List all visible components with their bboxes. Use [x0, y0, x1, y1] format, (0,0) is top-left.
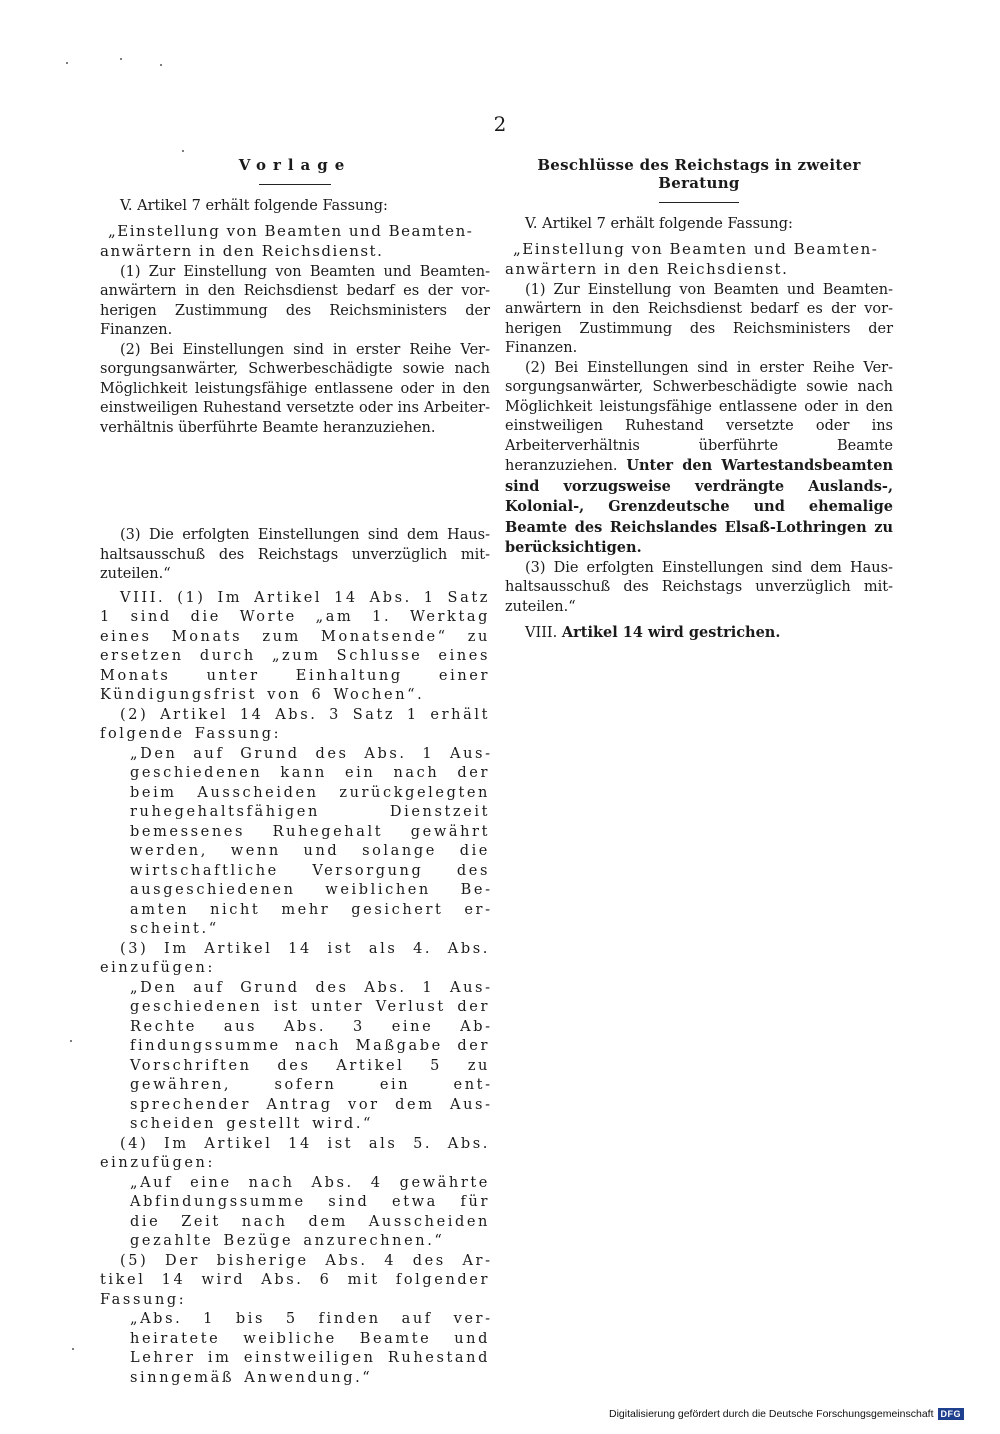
left-column	[100, 156, 490, 1388]
left-paragraph-3: (3) Die erfolgten Einstellungen sind dem Haushaltsausschuß des Reichstags unverzüglich mitzuteilen.“	[100, 527, 490, 582]
right-column	[505, 156, 893, 644]
right-paragraph-3: (3) Die erfolgten Einstellungen sind dem Haushaltsausschuß des Reichstags unverzüglich mitzuteilen.“	[505, 559, 893, 615]
scan-speck	[70, 1040, 72, 1042]
left-viii-3-intro: (3) Im Artikel 14 ist als 4. Abs. einzufügen:	[100, 940, 490, 976]
left-viii-1: VIII. (1) Im Artikel 14 Abs. 1 Satz 1 sind die Worte „am 1. Werktag eines Monats zum Monatsende“ zu ersetzen durch „zum Schlusse eines Monats unter Einhaltung einer Kündigungsfrist von 6 Wochen“.	[100, 589, 490, 703]
left-viii-5-intro: (5) Der bisherige Abs. 4 des Artikel 14 wird Abs. 6 mit folgender Fassung:	[100, 1252, 490, 1308]
left-viii-5-quote: „Abs. 1 bis 5 finden auf verheiratete weibliche Beamte und Lehrer im einstweiligen Ruhestand sinngemäß Anwendung.“	[130, 1311, 490, 1386]
left-heading-rule	[259, 184, 331, 185]
left-v-title: „Einstellung von Beamten und Beamtenanwärtern in den Reichsdienst.	[100, 221, 472, 260]
scan-speck	[120, 58, 122, 60]
right-v-title: „Einstellung von Beamten und Beamtenanwärtern in den Reichsdienst.	[505, 239, 877, 278]
right-paragraph-2-text: (2) Bei Einstellungen sind in erster Reihe Versorgungsanwärter, Schwerbeschädigte sowie nach Möglichkeit leistungsfähige entlassene oder in den einstweiligen Ruhestand versetzte oder ins Arbeiterverhältnis überführte Beamte heranzuziehen.	[505, 359, 893, 474]
left-v-intro: V. Artikel 7 erhält folgende Fassung:	[120, 198, 388, 214]
right-heading: Beschlüsse des Reichstags in zweiter Beratung	[537, 156, 861, 192]
right-viii	[505, 623, 893, 644]
left-spacer	[100, 438, 490, 526]
right-paragraph-2	[505, 359, 893, 559]
scan-speck	[72, 1348, 74, 1350]
left-paragraph-1: (1) Zur Einstellung von Beamten und Beamtenanwärtern in den Reichsdienst bedarf es der vorherigen Zustimmung des Reichsministers der Finanzen.	[100, 263, 490, 338]
page-number: 2	[493, 112, 507, 136]
left-viii-4-intro: (4) Im Artikel 14 ist als 5. Abs. einzufügen:	[100, 1135, 490, 1171]
scan-speck	[182, 150, 184, 152]
footer-text: Digitalisierung gefördert durch die Deutsche Forschungsgemeinschaft	[608, 1408, 934, 1420]
scan-speck	[160, 64, 162, 66]
left-viii-2-intro: (2) Artikel 14 Abs. 3 Satz 1 erhält folgende Fassung:	[100, 706, 490, 742]
right-paragraph-1: (1) Zur Einstellung von Beamten und Beamtenanwärtern in den Reichsdienst bedarf es der vorherigen Zustimmung des Reichsministers der Finanzen.	[505, 281, 893, 356]
right-heading-rule	[659, 202, 739, 203]
scan-speck	[66, 62, 68, 64]
right-viii-label: VIII.	[525, 625, 558, 641]
left-viii-3-quote: „Den auf Grund des Abs. 1 Ausgeschiedenen ist unter Verlust der Rechte aus Abs. 3 eine Abfindungssumme nach Maßgabe der Vorschriften des Artikel 5 zu gewähren, sofern ein entsprechender Antrag vor dem Ausscheiden gestellt wird.“	[130, 979, 490, 1132]
right-viii-bold-amendment: Artikel 14 wird gestrichen.	[561, 624, 781, 641]
left-paragraph-2: (2) Bei Einstellungen sind in erster Reihe Versorgungsanwärter, Schwerbeschädigte sowie nach Möglichkeit leistungsfähige entlassene oder in den einstweiligen Ruhestand versetzte oder ins Arbeiterverhältnis überführte Beamte heranzuziehen.	[100, 341, 490, 436]
dfg-logo: DFG	[938, 1408, 965, 1420]
right-paragraph-2-bold-amendment: Unter den Wartestandsbeamten sind vorzugsweise verdrängte Auslands-, Kolonial-, Grenzdeutsche und ehemalige Beamte des Reichslandes Elsaß-Lothringen zu berücksichtigen.	[505, 457, 894, 556]
left-viii-4-quote: „Auf eine nach Abs. 4 gewährte Abfindungssumme sind etwa für die Zeit nach dem Ausscheiden gezahlte Bezüge anzurechnen.“	[130, 1174, 490, 1249]
left-viii-2-quote: „Den auf Grund des Abs. 1 Ausgeschiedenen kann ein nach der beim Ausscheiden zurückgelegten ruhegehaltsfähigen Dienstzeit bemessenes Ruhegehalt gewährt werden, wenn und solange die wirtschaftliche Versorgung des ausgeschiedenen weiblichen Beamten nicht mehr gesichert erscheint.“	[130, 745, 490, 937]
footer-credit	[609, 1408, 964, 1420]
left-heading: Vorlage	[238, 156, 352, 174]
right-v-intro: V. Artikel 7 erhält folgende Fassung:	[525, 216, 793, 232]
